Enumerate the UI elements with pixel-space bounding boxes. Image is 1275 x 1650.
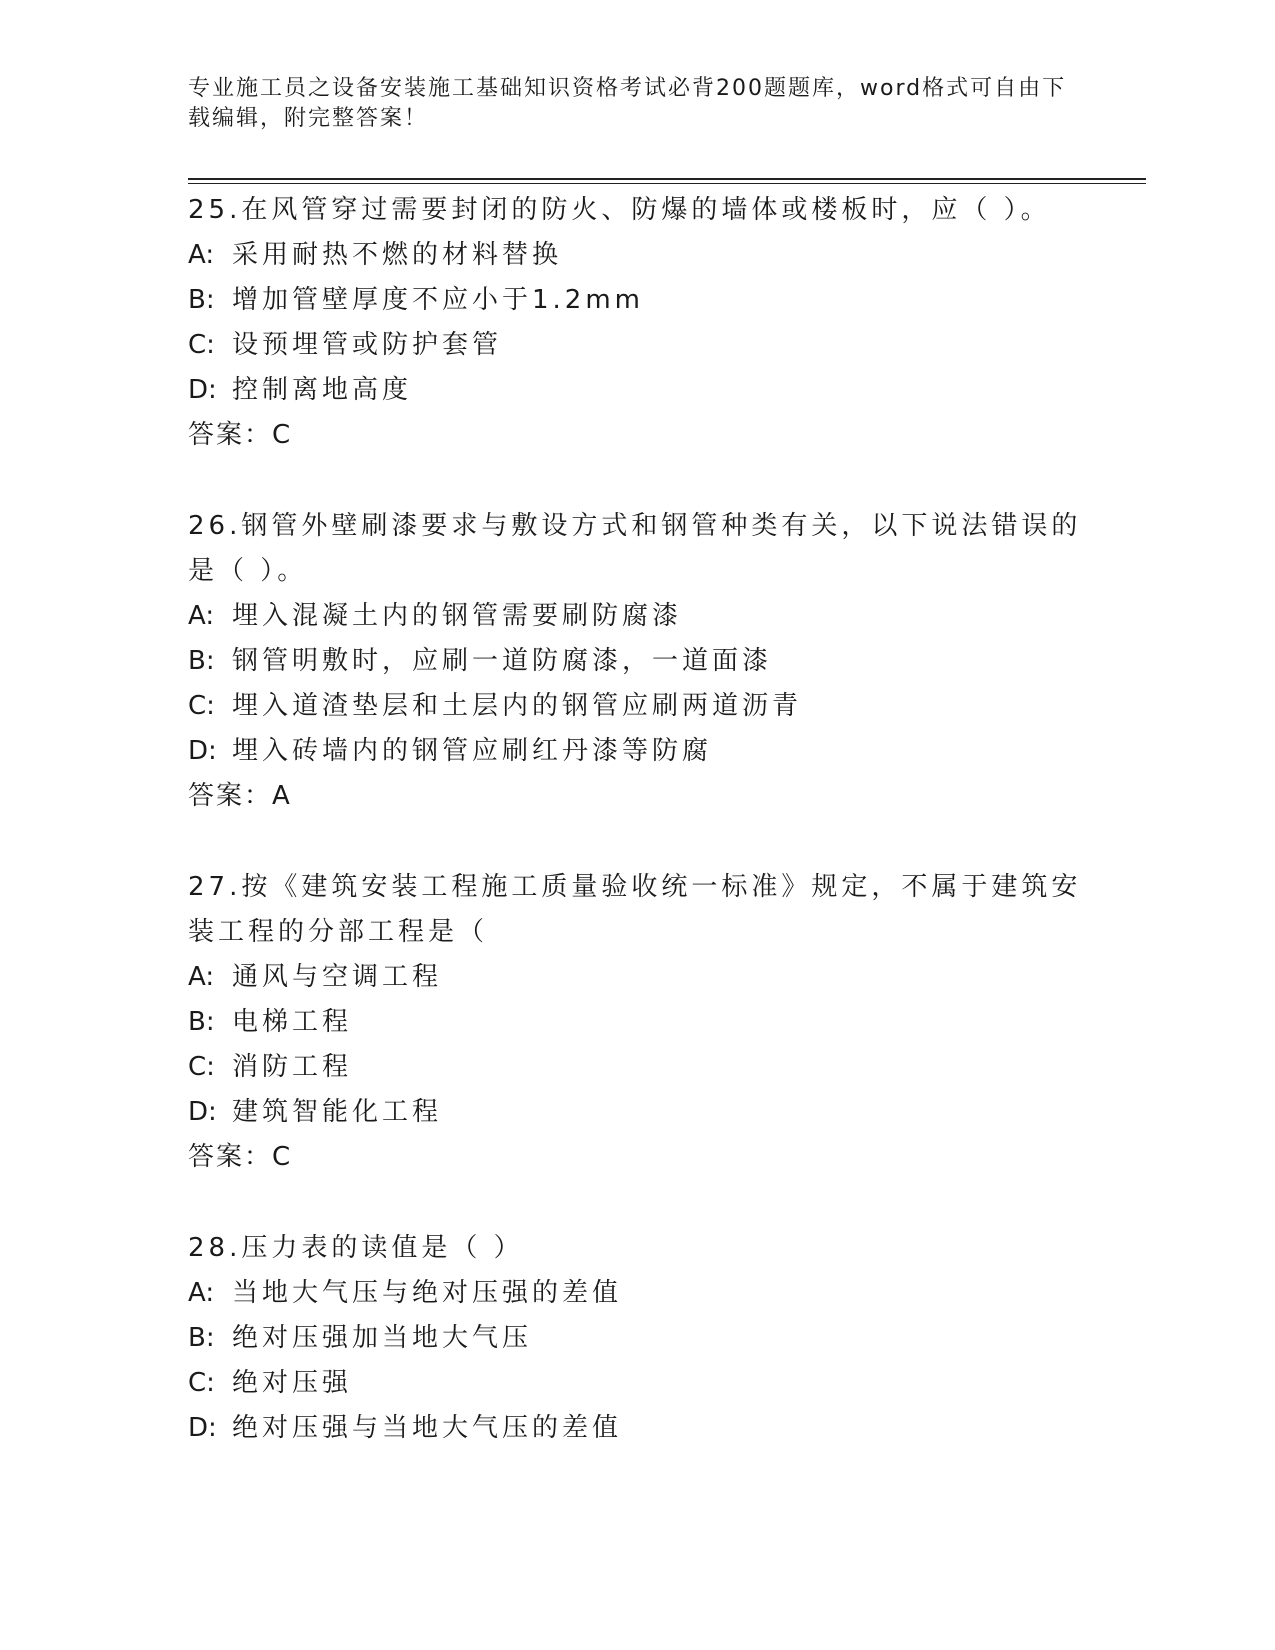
option-text: 绝对压强与当地大气压的差值 (232, 1413, 623, 1443)
question-25 (188, 188, 1088, 458)
option-text: 当地大气压与绝对压强的差值 (232, 1278, 623, 1308)
option-letter: A: (188, 601, 215, 631)
answer-line: 答案：C (188, 420, 293, 450)
option-letter: B: (188, 285, 215, 315)
option-text: 控制离地高度 (232, 375, 413, 405)
option-letter: C: (188, 1052, 215, 1082)
option-d (188, 368, 1088, 413)
option-a (188, 233, 1088, 278)
option-letter: D: (188, 736, 217, 766)
option-letter: A: (188, 240, 215, 270)
option-letter: D: (188, 375, 217, 405)
option-letter: B: (188, 646, 215, 676)
header-divider-thick (188, 178, 1146, 180)
option-c (188, 1361, 1088, 1406)
option-text: 采用耐热不燃的材料替换 (232, 240, 563, 270)
document-intro: 专业施工员之设备安装施工基础知识资格考试必背200题题库，word格式可自由下载编辑，附完整答案！ (188, 76, 1067, 131)
option-c (188, 323, 1088, 368)
option-text: 绝对压强加当地大气压 (232, 1323, 533, 1353)
option-letter: A: (188, 1278, 215, 1308)
question-stem: 27.按《建筑安装工程施工质量验收统一标准》规定，不属于建筑安装工程的分部工程是（ (188, 872, 1082, 947)
option-text: 消防工程 (232, 1052, 353, 1082)
answer-line: 答案：A (188, 781, 292, 811)
question-stem: 28.压力表的读值是（ ） (188, 1233, 524, 1263)
option-b (188, 639, 1088, 684)
option-letter: A: (188, 962, 215, 992)
option-b (188, 1316, 1088, 1361)
option-letter: D: (188, 1413, 217, 1443)
question-27 (188, 865, 1088, 1180)
option-text: 通风与空调工程 (232, 962, 443, 992)
option-text: 埋入砖墙内的钢管应刷红丹漆等防腐 (232, 736, 713, 766)
question-26 (188, 504, 1088, 819)
option-d (188, 1406, 1088, 1451)
option-text: 电梯工程 (232, 1007, 353, 1037)
option-text: 埋入道渣垫层和土层内的钢管应刷两道沥青 (232, 691, 803, 721)
option-a (188, 594, 1088, 639)
header-divider-thin (188, 183, 1146, 184)
option-letter: B: (188, 1007, 215, 1037)
option-text: 埋入混凝土内的钢管需要刷防腐漆 (232, 601, 683, 631)
option-c (188, 1045, 1088, 1090)
option-c (188, 684, 1088, 729)
option-text: 增加管壁厚度不应小于1.2mm (232, 285, 645, 315)
option-letter: B: (188, 1323, 215, 1353)
question-list (188, 188, 1088, 1497)
option-d (188, 729, 1088, 774)
option-text: 设预埋管或防护套管 (232, 330, 503, 360)
question-stem: 25.在风管穿过需要封闭的防火、防爆的墙体或楼板时，应（ ）。 (188, 195, 1051, 225)
option-letter: C: (188, 330, 215, 360)
option-text: 建筑智能化工程 (232, 1097, 443, 1127)
option-b (188, 1000, 1088, 1045)
question-stem: 26.钢管外壁刷漆要求与敷设方式和钢管种类有关，以下说法错误的是（ ）。 (188, 511, 1082, 586)
option-a (188, 955, 1088, 1000)
option-d (188, 1090, 1088, 1135)
option-letter: C: (188, 1368, 215, 1398)
option-b (188, 278, 1088, 323)
option-letter: C: (188, 691, 215, 721)
option-a (188, 1271, 1088, 1316)
option-letter: D: (188, 1097, 217, 1127)
answer-line: 答案：C (188, 1142, 293, 1172)
option-text: 钢管明敷时，应刷一道防腐漆，一道面漆 (232, 646, 773, 676)
option-text: 绝对压强 (232, 1368, 353, 1398)
question-28 (188, 1226, 1088, 1451)
